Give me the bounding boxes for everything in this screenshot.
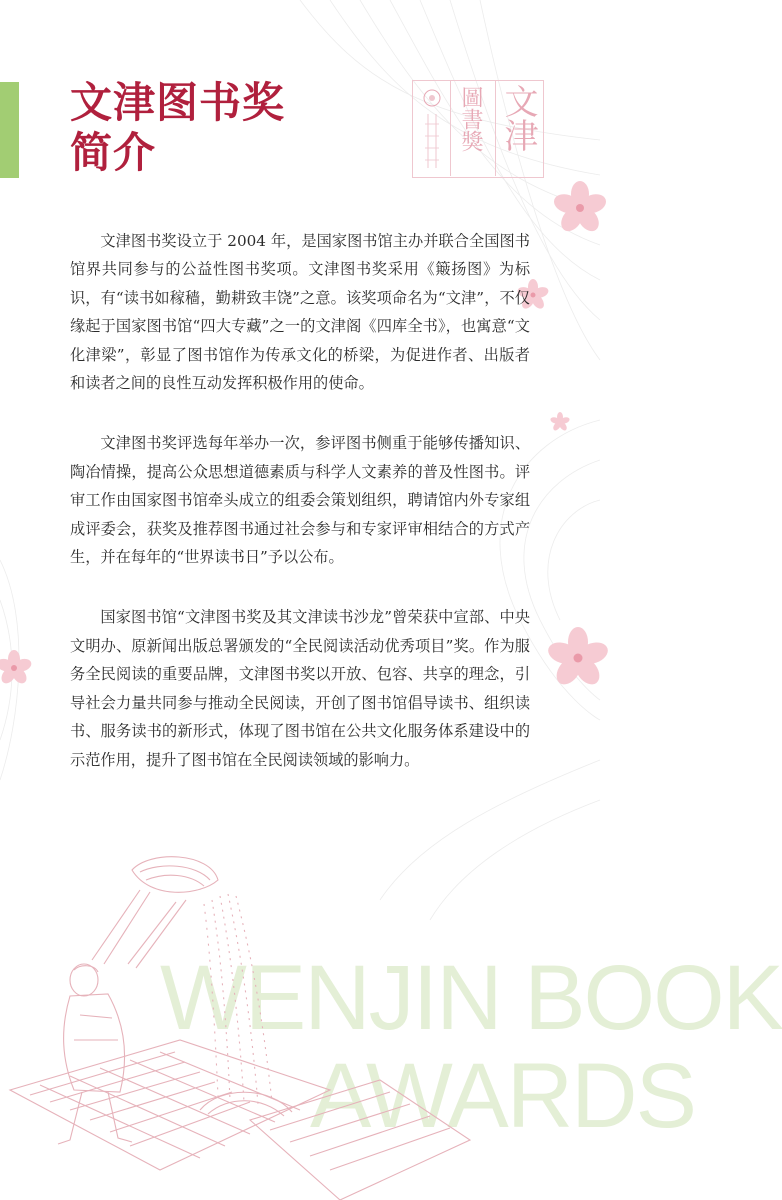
award-logo <box>412 80 544 178</box>
watermark-line-2: AWARDS <box>310 1045 695 1147</box>
title-line-2: 简介 <box>70 128 157 177</box>
logo-seal-icon <box>418 84 446 172</box>
accent-bar <box>0 82 19 178</box>
page-title <box>70 78 285 178</box>
paragraph-3: 国家图书馆“文津图书奖及其文津读书沙龙”曾荣获中宣部、中央文明办、原新闻出版总署颁发的“全民阅读活动优秀项目”奖。作为服务全民阅读的重要品牌，文津图书奖以开放、包容、共享的理念，引导社会力量共同参与推动全民阅读，开创了图书馆倡导读书、组织读书、服务读书的新形式，体现了图书馆在公共文化服务体系建设中的示范作用，提升了图书馆在全民阅读领域的影响力。 <box>70 608 530 769</box>
logo-main-chars: 文津 <box>498 84 538 152</box>
paragraph-1: 文津图书奖设立于 2004 年，是国家图书馆主办并联合全国图书馆界共同参与的公益性图书奖项。文津图书奖采用《簸扬图》为标识，有“读书如稼穑，勤耕致丰饶”之意。该奖项命名为“文津”，不仅缘起于国家图书馆“四大专藏”之一的文津阁《四库全书》，也寓意“文化津梁”，彰显了图书馆作为传承文化的桥梁，为促进作者、出版者和读者之间的良性互动发挥积极作用的使命。 <box>70 232 530 393</box>
logo-stamp-chars: 圖書獎 <box>458 86 483 152</box>
cherry-blossom-icon <box>544 626 600 690</box>
watermark-line-1: WENJIN BOOK <box>160 947 782 1049</box>
cherry-blossom-icon <box>0 648 36 688</box>
cherry-blossom-icon <box>550 412 570 432</box>
cherry-blossom-icon <box>552 180 600 236</box>
winnowing-figure-illustration <box>0 840 600 1200</box>
intro-text <box>70 227 530 806</box>
paragraph-2: 文津图书奖评选每年举办一次，参评图书侧重于能够传播知识、陶冶情操，提高公众思想道德素质与科学人文素养的普及性图书。评审工作由国家图书馆牵头成立的组委会策划组织，聘请馆内外专家组成评委会，获奖及推荐图书通过社会参与和专家评审相结合的方式产生，并在每年的“世界读书日”予以公布。 <box>70 434 530 567</box>
title-line-1: 文津图书奖 <box>70 78 286 127</box>
